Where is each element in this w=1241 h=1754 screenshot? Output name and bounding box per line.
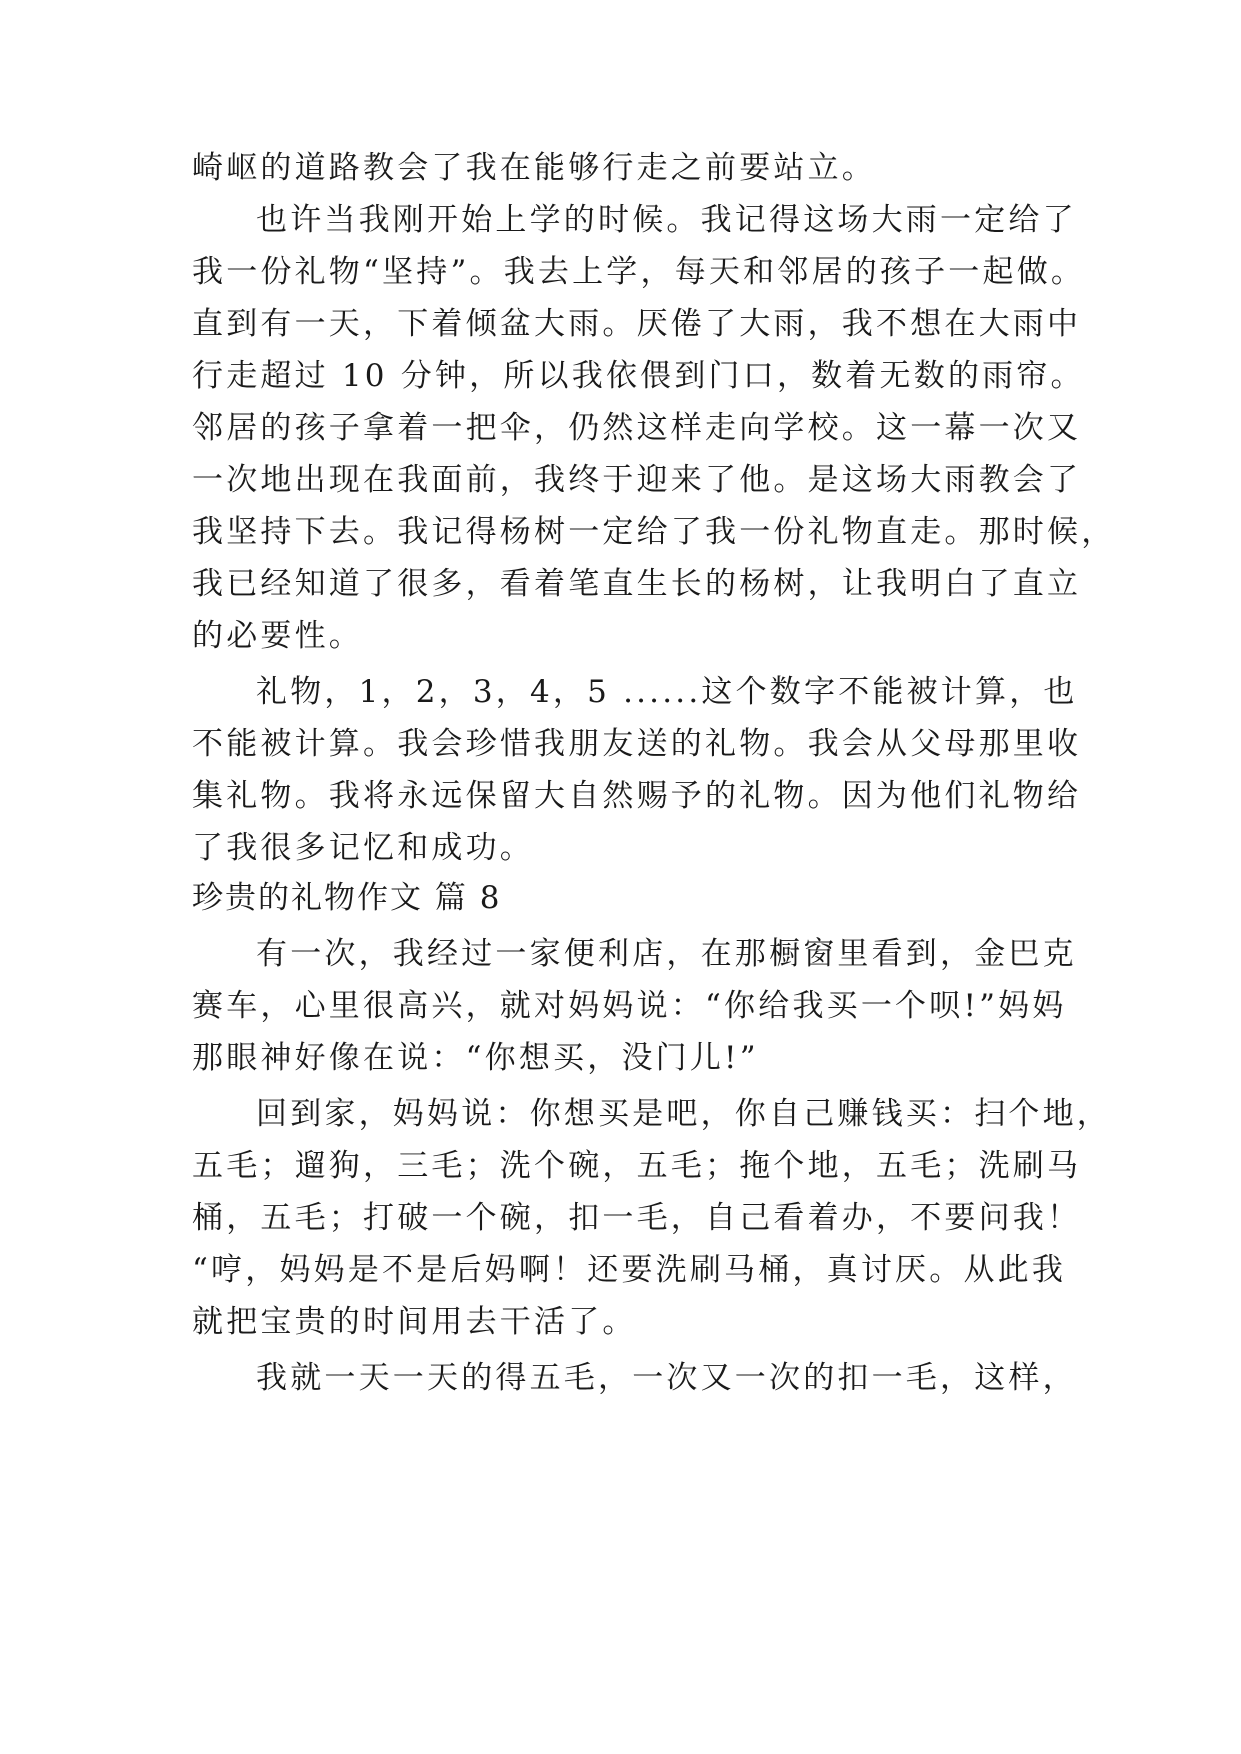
text-line: 不能被计算。我会珍惜我朋友送的礼物。我会从父母那里收 — [192, 726, 1082, 762]
text-line: 直到有一天，下着倾盆大雨。厌倦了大雨，我不想在大雨中 — [192, 306, 1082, 342]
text-line: 那眼神好像在说：“你想买，没门儿!” — [192, 1040, 759, 1076]
text-line: 行走超过 10 分钟，所以我依偎到门口，数着无数的雨帘。 — [192, 358, 1085, 394]
text-line: 我坚持下去。我记得杨树一定给了我一份礼物直走。那时候， — [192, 514, 1116, 550]
paragraph-start-line: 礼物，1，2，3，4，5 ......这个数字不能被计算，也 — [256, 674, 1078, 710]
text-line: 邻居的孩子拿着一把伞，仍然这样走向学校。这一幕一次又 — [192, 410, 1082, 446]
paragraph-start-line: 也许当我刚开始上学的时候。我记得这场大雨一定给了 — [256, 202, 1077, 238]
text-line: 集礼物。我将永远保留大自然赐予的礼物。因为他们礼物给 — [192, 778, 1082, 814]
section-heading: 珍贵的礼物作文 篇 8 — [192, 880, 502, 916]
text-line: 一次地出现在我面前，我终于迎来了他。是这场大雨教会了 — [192, 462, 1082, 498]
paragraph-start-line: 回到家，妈妈说：你想买是吧，你自己赚钱买：扫个地， — [256, 1096, 1111, 1132]
text-line: 就把宝贵的时间用去干活了。 — [192, 1304, 637, 1340]
text-line: 的必要性。 — [192, 618, 363, 654]
text-line: 了我很多记忆和成功。 — [192, 830, 534, 866]
text-line: 桶，五毛；打破一个碗，扣一毛，自己看着办，不要问我！ — [192, 1200, 1082, 1236]
paragraph-start-line: 我就一天一天的得五毛，一次又一次的扣一毛，这样， — [256, 1360, 1077, 1396]
text-line: 我已经知道了很多，看着笔直生长的杨树，让我明白了直立 — [192, 566, 1082, 602]
text-line: “哼，妈妈是不是后妈啊！还要洗刷马桶，真讨厌。从此我 — [192, 1252, 1067, 1288]
text-line: 我一份礼物“坚持”。我去上学，每天和邻居的孩子一起做。 — [192, 254, 1086, 290]
paragraph-start-line: 有一次，我经过一家便利店，在那橱窗里看到，金巴克 — [256, 936, 1077, 972]
text-line: 五毛；遛狗，三毛；洗个碗，五毛；拖个地，五毛；洗刷马 — [192, 1148, 1082, 1184]
text-line: 崎岖的道路教会了我在能够行走之前要站立。 — [192, 150, 876, 186]
text-line: 赛车，心里很高兴，就对妈妈说：“你给我买一个呗!”妈妈 — [192, 988, 1067, 1024]
